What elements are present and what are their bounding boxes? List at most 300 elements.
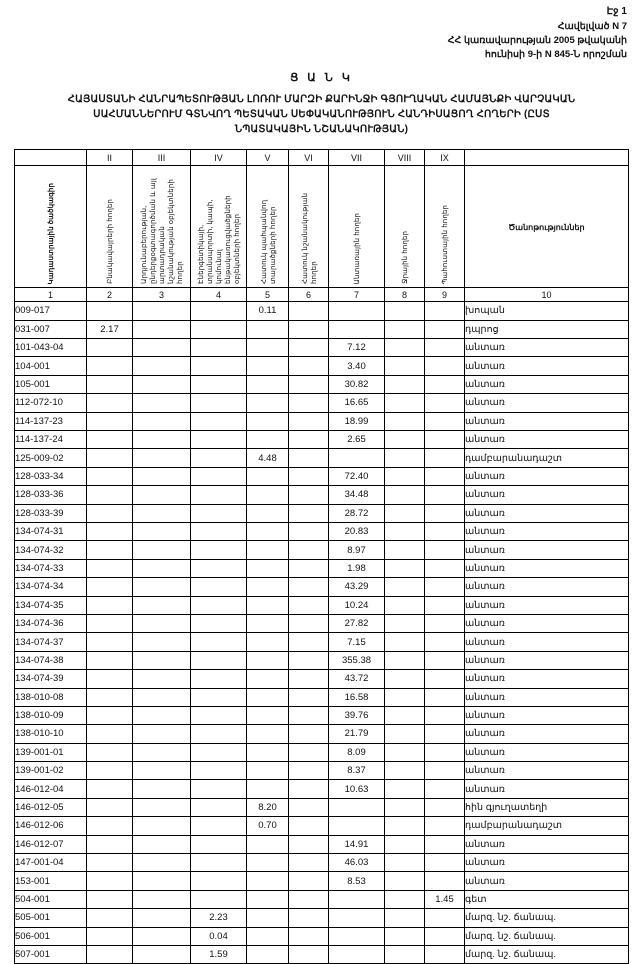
cell-cadastral-code: 104-001 bbox=[15, 357, 87, 375]
cell-special bbox=[289, 890, 329, 908]
cell-water bbox=[385, 670, 425, 688]
group-number-cell-2: II bbox=[87, 150, 133, 166]
cell-reserve bbox=[425, 449, 465, 467]
cell-cadastral-code: 114-137-23 bbox=[15, 412, 87, 430]
cell-water bbox=[385, 890, 425, 908]
table-row bbox=[15, 375, 629, 393]
cell-special bbox=[289, 909, 329, 927]
cell-cadastral-code: 506-001 bbox=[15, 927, 87, 945]
cell-note: անտառ bbox=[465, 725, 629, 743]
cell-settlement bbox=[87, 541, 133, 559]
cell-special bbox=[289, 449, 329, 467]
cell-protected bbox=[247, 706, 289, 724]
cell-special bbox=[289, 817, 329, 835]
cell-infrastructure bbox=[191, 688, 247, 706]
cell-reserve bbox=[425, 927, 465, 945]
cell-infrastructure bbox=[191, 339, 247, 357]
cell-industry bbox=[133, 670, 191, 688]
cell-protected bbox=[247, 559, 289, 577]
header-text-2: Բնակավայրերի հողեր bbox=[105, 199, 114, 285]
cell-cadastral-code: 507-001 bbox=[15, 945, 87, 963]
cell-cadastral-code: 134-074-32 bbox=[15, 541, 87, 559]
cell-reserve bbox=[425, 596, 465, 614]
table-row bbox=[15, 670, 629, 688]
cell-water bbox=[385, 614, 425, 632]
cell-note: անտառ bbox=[465, 614, 629, 632]
table-row bbox=[15, 835, 629, 853]
cell-infrastructure bbox=[191, 596, 247, 614]
table-row bbox=[15, 486, 629, 504]
cell-reserve: 1.45 bbox=[425, 890, 465, 908]
cell-infrastructure bbox=[191, 302, 247, 320]
cell-industry bbox=[133, 394, 191, 412]
cell-protected bbox=[247, 486, 289, 504]
cell-reserve bbox=[425, 357, 465, 375]
cell-reserve bbox=[425, 412, 465, 430]
cell-water bbox=[385, 909, 425, 927]
cell-cadastral-code: 134-074-37 bbox=[15, 633, 87, 651]
cell-forest: 14.91 bbox=[329, 835, 385, 853]
cell-infrastructure: 2.23 bbox=[191, 909, 247, 927]
cell-note: դամբարանադաշտ bbox=[465, 817, 629, 835]
table-row bbox=[15, 909, 629, 927]
cell-industry bbox=[133, 559, 191, 577]
cell-settlement bbox=[87, 431, 133, 449]
cell-water bbox=[385, 357, 425, 375]
cell-infrastructure bbox=[191, 394, 247, 412]
cell-special bbox=[289, 541, 329, 559]
cell-industry bbox=[133, 431, 191, 449]
cell-reserve bbox=[425, 835, 465, 853]
page-number: Էջ 1 bbox=[606, 6, 627, 17]
cell-industry bbox=[133, 872, 191, 890]
cell-industry bbox=[133, 798, 191, 816]
cell-protected bbox=[247, 909, 289, 927]
header-text-7: Անտառային հողեր bbox=[352, 212, 361, 285]
cell-water bbox=[385, 872, 425, 890]
cell-water bbox=[385, 817, 425, 835]
table-row bbox=[15, 449, 629, 467]
cell-water bbox=[385, 375, 425, 393]
cell-settlement bbox=[87, 945, 133, 963]
table-row bbox=[15, 339, 629, 357]
document-header bbox=[14, 20, 629, 61]
cell-forest: 43.72 bbox=[329, 670, 385, 688]
cell-settlement bbox=[87, 633, 133, 651]
cell-settlement bbox=[87, 670, 133, 688]
cell-protected bbox=[247, 670, 289, 688]
cell-protected bbox=[247, 320, 289, 338]
cell-protected bbox=[247, 725, 289, 743]
cell-note: անտառ bbox=[465, 412, 629, 430]
table-row bbox=[15, 927, 629, 945]
cell-settlement bbox=[87, 854, 133, 872]
cell-reserve bbox=[425, 872, 465, 890]
header-industry-lands bbox=[133, 166, 191, 288]
group-number-cell-6: VI bbox=[289, 150, 329, 166]
cell-industry bbox=[133, 467, 191, 485]
cell-industry bbox=[133, 835, 191, 853]
cell-reserve bbox=[425, 780, 465, 798]
table-row bbox=[15, 633, 629, 651]
group-number-cell-7: VII bbox=[329, 150, 385, 166]
cell-settlement bbox=[87, 780, 133, 798]
cell-industry bbox=[133, 412, 191, 430]
cell-special bbox=[289, 522, 329, 540]
cell-cadastral-code: 504-001 bbox=[15, 890, 87, 908]
cell-cadastral-code: 505-001 bbox=[15, 909, 87, 927]
cell-cadastral-code: 153-001 bbox=[15, 872, 87, 890]
cell-forest bbox=[329, 798, 385, 816]
cell-cadastral-code: 134-074-34 bbox=[15, 578, 87, 596]
cell-protected bbox=[247, 431, 289, 449]
header-text-3: Արդյունաբերության, ընդերքօգտագործման և այլ արտադրական նշանակության օբյեկտների հողեր bbox=[139, 178, 184, 285]
cell-reserve bbox=[425, 706, 465, 724]
cell-note: անտառ bbox=[465, 522, 629, 540]
cell-settlement bbox=[87, 394, 133, 412]
header-water-lands bbox=[385, 166, 425, 288]
cell-infrastructure bbox=[191, 890, 247, 908]
cell-industry bbox=[133, 578, 191, 596]
cell-industry bbox=[133, 909, 191, 927]
cell-settlement bbox=[87, 449, 133, 467]
table-row bbox=[15, 578, 629, 596]
cell-water bbox=[385, 725, 425, 743]
cell-cadastral-code: 146-012-05 bbox=[15, 798, 87, 816]
table-row bbox=[15, 431, 629, 449]
column-number-7: 7 bbox=[329, 288, 385, 302]
cell-settlement bbox=[87, 743, 133, 761]
cell-reserve bbox=[425, 670, 465, 688]
cell-infrastructure bbox=[191, 706, 247, 724]
table-row bbox=[15, 651, 629, 669]
cell-special bbox=[289, 633, 329, 651]
cell-infrastructure bbox=[191, 486, 247, 504]
cell-reserve bbox=[425, 578, 465, 596]
table-row bbox=[15, 596, 629, 614]
cell-industry bbox=[133, 541, 191, 559]
column-number-9: 9 bbox=[425, 288, 465, 302]
cell-special bbox=[289, 688, 329, 706]
header-forest-lands bbox=[329, 166, 385, 288]
cell-reserve bbox=[425, 394, 465, 412]
cell-special bbox=[289, 578, 329, 596]
cell-water bbox=[385, 706, 425, 724]
cell-industry bbox=[133, 927, 191, 945]
cell-special bbox=[289, 762, 329, 780]
cell-cadastral-code: 139-001-02 bbox=[15, 762, 87, 780]
cell-protected bbox=[247, 578, 289, 596]
cell-water bbox=[385, 486, 425, 504]
cell-note: անտառ bbox=[465, 688, 629, 706]
cell-reserve bbox=[425, 817, 465, 835]
cell-water bbox=[385, 302, 425, 320]
header-text-9: Պահուստային հողեր bbox=[440, 204, 449, 285]
cell-protected bbox=[247, 890, 289, 908]
header-text-10: Ծանոթություններ bbox=[508, 222, 585, 232]
cell-industry bbox=[133, 890, 191, 908]
cell-forest bbox=[329, 817, 385, 835]
cell-protected bbox=[247, 651, 289, 669]
cell-note: հին գյուղատեղի bbox=[465, 798, 629, 816]
cell-cadastral-code: 105-001 bbox=[15, 375, 87, 393]
cell-forest: 7.12 bbox=[329, 339, 385, 357]
header-text-5: Հատուկ պահպանվող տարածքների հողեր bbox=[258, 200, 277, 285]
table-row bbox=[15, 688, 629, 706]
column-number-1: 1 bbox=[15, 288, 87, 302]
table-row bbox=[15, 872, 629, 890]
cell-cadastral-code: 128-033-34 bbox=[15, 467, 87, 485]
cell-infrastructure bbox=[191, 375, 247, 393]
cell-protected: 8.20 bbox=[247, 798, 289, 816]
cell-reserve bbox=[425, 945, 465, 963]
cell-reserve bbox=[425, 375, 465, 393]
cell-protected bbox=[247, 614, 289, 632]
cell-special bbox=[289, 706, 329, 724]
table-column-number-row bbox=[15, 288, 629, 302]
cell-cadastral-code: 134-074-39 bbox=[15, 670, 87, 688]
cell-forest bbox=[329, 927, 385, 945]
cell-protected: 0.11 bbox=[247, 302, 289, 320]
cell-settlement bbox=[87, 706, 133, 724]
cell-note: մարզ. նշ. ճանապ. bbox=[465, 945, 629, 963]
cell-settlement bbox=[87, 798, 133, 816]
cell-settlement bbox=[87, 412, 133, 430]
cell-note: անտառ bbox=[465, 872, 629, 890]
title-line-2: ՍԱՀՄԱՆՆԵՐՈՒՄ ԳՏՆՎՈՂ ՊԵՏԱԿԱՆ ՍԵՓԱԿԱՆՈՒԹՅՈՒՆ ՀԱՆԴԻՍԱՑՈՂ ՀՈՂԵՐԻ (ԸՍՏ bbox=[93, 109, 550, 121]
cell-special bbox=[289, 504, 329, 522]
cell-protected bbox=[247, 743, 289, 761]
cell-water bbox=[385, 743, 425, 761]
cell-water bbox=[385, 780, 425, 798]
cell-special bbox=[289, 780, 329, 798]
table-row bbox=[15, 614, 629, 632]
cell-industry bbox=[133, 945, 191, 963]
cell-forest: 3.40 bbox=[329, 357, 385, 375]
cell-forest: 21.79 bbox=[329, 725, 385, 743]
cell-settlement bbox=[87, 302, 133, 320]
cell-infrastructure bbox=[191, 431, 247, 449]
cell-industry bbox=[133, 522, 191, 540]
cell-note: անտառ bbox=[465, 431, 629, 449]
cell-infrastructure bbox=[191, 357, 247, 375]
cell-note: անտառ bbox=[465, 339, 629, 357]
cell-infrastructure bbox=[191, 522, 247, 540]
cell-industry bbox=[133, 449, 191, 467]
cell-infrastructure bbox=[191, 449, 247, 467]
cell-cadastral-code: 112-072-10 bbox=[15, 394, 87, 412]
cell-special bbox=[289, 743, 329, 761]
cell-cadastral-code: 031-007 bbox=[15, 320, 87, 338]
cell-settlement bbox=[87, 817, 133, 835]
cell-reserve bbox=[425, 743, 465, 761]
cell-forest: 16.65 bbox=[329, 394, 385, 412]
header-text-1: Կադաստրային ծածկագիր bbox=[46, 182, 55, 285]
cell-reserve bbox=[425, 854, 465, 872]
table-row bbox=[15, 522, 629, 540]
cell-reserve bbox=[425, 798, 465, 816]
cell-protected bbox=[247, 467, 289, 485]
cell-forest: 8.53 bbox=[329, 872, 385, 890]
cell-reserve bbox=[425, 320, 465, 338]
cell-infrastructure bbox=[191, 412, 247, 430]
cell-note: անտառ bbox=[465, 854, 629, 872]
cell-note: անտառ bbox=[465, 743, 629, 761]
table-header-row bbox=[15, 166, 629, 288]
cell-settlement bbox=[87, 559, 133, 577]
cell-protected bbox=[247, 394, 289, 412]
cell-protected: 4.48 bbox=[247, 449, 289, 467]
cell-settlement: 2.17 bbox=[87, 320, 133, 338]
cell-infrastructure: 1.59 bbox=[191, 945, 247, 963]
table-row bbox=[15, 302, 629, 320]
cell-water bbox=[385, 522, 425, 540]
cell-note: անտառ bbox=[465, 633, 629, 651]
cell-infrastructure bbox=[191, 651, 247, 669]
cell-special bbox=[289, 945, 329, 963]
cell-special bbox=[289, 467, 329, 485]
land-registry-table bbox=[14, 149, 629, 964]
cell-forest: 43.29 bbox=[329, 578, 385, 596]
cell-settlement bbox=[87, 339, 133, 357]
header-line-2: ՀՀ կառավարության 2005 թվականի bbox=[447, 34, 627, 46]
cell-reserve bbox=[425, 909, 465, 927]
cell-settlement bbox=[87, 504, 133, 522]
cell-industry bbox=[133, 706, 191, 724]
cell-industry bbox=[133, 357, 191, 375]
cell-reserve bbox=[425, 762, 465, 780]
cell-note: անտառ bbox=[465, 706, 629, 724]
cell-note: անտառ bbox=[465, 670, 629, 688]
column-number-2: 2 bbox=[87, 288, 133, 302]
column-number-4: 4 bbox=[191, 288, 247, 302]
cell-reserve bbox=[425, 339, 465, 357]
group-number-cell-9: IX bbox=[425, 150, 465, 166]
cell-water bbox=[385, 394, 425, 412]
cell-industry bbox=[133, 486, 191, 504]
cell-forest: 10.24 bbox=[329, 596, 385, 614]
cell-note: դպրոց bbox=[465, 320, 629, 338]
title-line-3: ՆՊԱՏԱԿԱՅԻՆ ՆՇԱՆԱԿՈՒԹՅԱՆ) bbox=[234, 124, 409, 136]
cell-water bbox=[385, 688, 425, 706]
cell-industry bbox=[133, 596, 191, 614]
group-number-cell-8: VIII bbox=[385, 150, 425, 166]
cell-special bbox=[289, 725, 329, 743]
title-line-1: ՀԱՅԱՍՏԱՆԻ ՀԱՆՐԱՊԵՏՈՒԹՅԱՆ ԼՈՌՈՒ ՄԱՐԶԻ ՔԱՐԻՆՋԻ ԳՅՈՒՂԱԿԱՆ ՀԱՄԱՅՆՔԻ ՎԱՐՉԱԿԱՆ bbox=[67, 94, 576, 106]
cell-water bbox=[385, 578, 425, 596]
cell-settlement bbox=[87, 762, 133, 780]
cell-reserve bbox=[425, 467, 465, 485]
table-row bbox=[15, 854, 629, 872]
cell-cadastral-code: 128-033-39 bbox=[15, 504, 87, 522]
cell-settlement bbox=[87, 486, 133, 504]
cell-industry bbox=[133, 339, 191, 357]
header-line-1: Հավելված N 7 bbox=[557, 21, 627, 32]
cell-infrastructure bbox=[191, 467, 247, 485]
table-row bbox=[15, 320, 629, 338]
cell-infrastructure bbox=[191, 725, 247, 743]
header-cadastral-code bbox=[15, 166, 87, 288]
cell-cadastral-code: 134-074-33 bbox=[15, 559, 87, 577]
group-number-cell-3: III bbox=[133, 150, 191, 166]
cell-cadastral-code: 134-074-36 bbox=[15, 614, 87, 632]
cell-forest: 34.48 bbox=[329, 486, 385, 504]
cell-protected bbox=[247, 762, 289, 780]
header-special-lands bbox=[289, 166, 329, 288]
cell-forest: 8.09 bbox=[329, 743, 385, 761]
cell-water bbox=[385, 541, 425, 559]
cell-protected bbox=[247, 375, 289, 393]
cell-special bbox=[289, 670, 329, 688]
header-text-6: Հատուկ նշանակության հողեր bbox=[299, 193, 318, 285]
cell-cadastral-code: 138-010-09 bbox=[15, 706, 87, 724]
group-number-cell-5: V bbox=[247, 150, 289, 166]
cell-cadastral-code: 146-012-07 bbox=[15, 835, 87, 853]
cell-forest: 18.99 bbox=[329, 412, 385, 430]
cell-reserve bbox=[425, 431, 465, 449]
cell-special bbox=[289, 614, 329, 632]
table-row bbox=[15, 890, 629, 908]
column-number-8: 8 bbox=[385, 288, 425, 302]
cell-special bbox=[289, 394, 329, 412]
cell-settlement bbox=[87, 890, 133, 908]
cell-note: անտառ bbox=[465, 504, 629, 522]
cell-protected bbox=[247, 504, 289, 522]
cell-infrastructure bbox=[191, 798, 247, 816]
cell-note: անտառ bbox=[465, 578, 629, 596]
cell-special bbox=[289, 357, 329, 375]
table-row bbox=[15, 945, 629, 963]
cell-settlement bbox=[87, 578, 133, 596]
cell-protected bbox=[247, 357, 289, 375]
cell-note: անտառ bbox=[465, 596, 629, 614]
cell-forest: 27.82 bbox=[329, 614, 385, 632]
cell-industry bbox=[133, 762, 191, 780]
cell-water bbox=[385, 596, 425, 614]
cell-industry bbox=[133, 302, 191, 320]
cell-reserve bbox=[425, 651, 465, 669]
table-row bbox=[15, 780, 629, 798]
cell-industry bbox=[133, 504, 191, 522]
column-number-6: 6 bbox=[289, 288, 329, 302]
table-row bbox=[15, 541, 629, 559]
cell-water bbox=[385, 559, 425, 577]
cell-special bbox=[289, 651, 329, 669]
cell-infrastructure bbox=[191, 743, 247, 761]
cell-settlement bbox=[87, 614, 133, 632]
cell-forest: 1.98 bbox=[329, 559, 385, 577]
cell-settlement bbox=[87, 872, 133, 890]
table-group-number-row bbox=[15, 150, 629, 166]
cell-protected bbox=[247, 927, 289, 945]
cell-water bbox=[385, 467, 425, 485]
cell-forest: 20.83 bbox=[329, 522, 385, 540]
cell-industry bbox=[133, 375, 191, 393]
cell-note: անտառ bbox=[465, 651, 629, 669]
cell-forest: 355.38 bbox=[329, 651, 385, 669]
cell-note: անտառ bbox=[465, 486, 629, 504]
cell-protected bbox=[247, 596, 289, 614]
cell-special bbox=[289, 486, 329, 504]
cell-forest: 72.40 bbox=[329, 467, 385, 485]
cell-cadastral-code: 146-012-06 bbox=[15, 817, 87, 835]
cell-forest: 8.97 bbox=[329, 541, 385, 559]
cell-infrastructure bbox=[191, 559, 247, 577]
cell-cadastral-code: 125-009-02 bbox=[15, 449, 87, 467]
cell-cadastral-code: 134-074-31 bbox=[15, 522, 87, 540]
cell-forest: 46.03 bbox=[329, 854, 385, 872]
cell-industry bbox=[133, 780, 191, 798]
